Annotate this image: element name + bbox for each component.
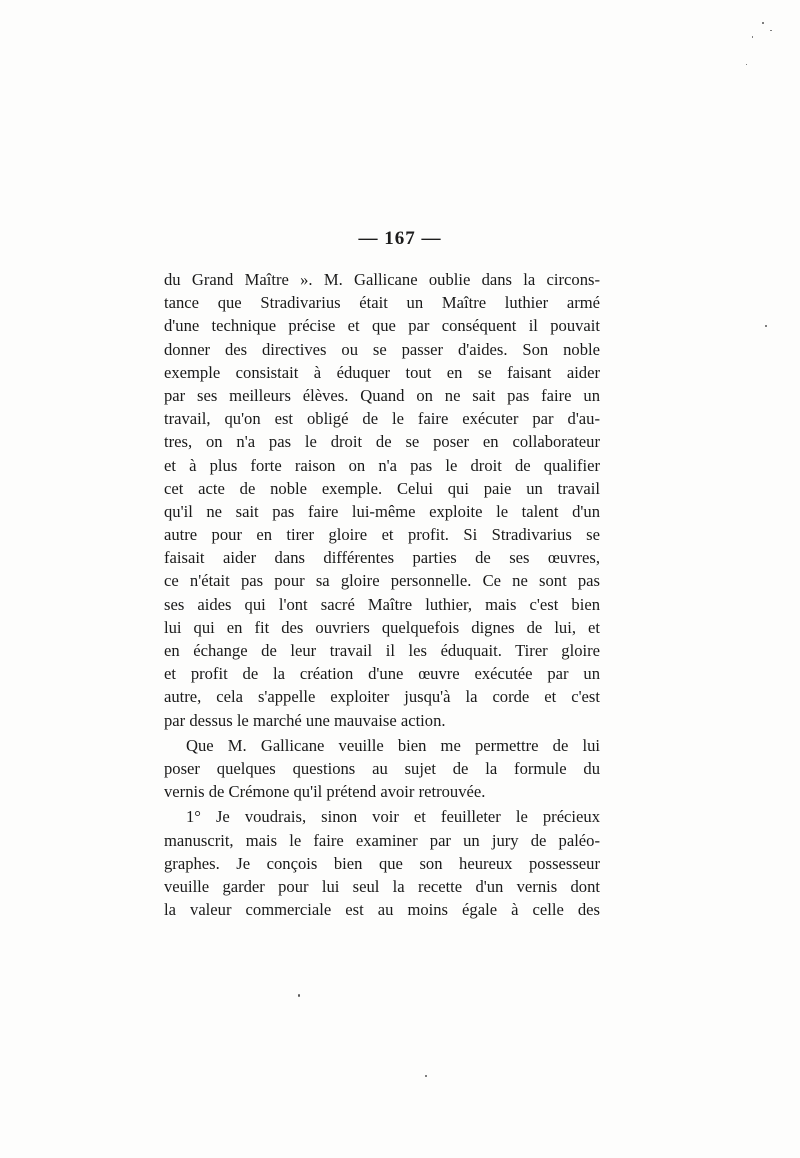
text-line: autre pour en tirer gloire et profit. Si Stradivarius se: [164, 525, 600, 545]
text-line: et profit de la création d'une œuvre exécutée par un: [164, 664, 600, 684]
text-line: d'une technique précise et que par conséquent il pouvait: [164, 316, 600, 336]
paragraph-1: [164, 268, 600, 732]
text-line: qu'il ne sait pas faire lui-même exploite le talent d'un: [164, 501, 600, 521]
text-line: graphes. Je conçois bien que son heureux possesseur: [164, 853, 600, 873]
text-line: la valeur commerciale est au moins égale à celle des: [164, 900, 600, 920]
paragraph-2: [164, 734, 600, 804]
text-line: par dessus le marché une mauvaise action.: [164, 710, 446, 730]
text-line: lui qui en fit des ouvriers quelquefois dignes de lui, et: [164, 617, 600, 637]
text-line: cet acte de noble exemple. Celui qui paie un travail: [164, 478, 600, 498]
text-line: tance que Stradivarius était un Maître luthier armé: [164, 293, 600, 313]
scan-speck: [770, 30, 772, 31]
text-line: poser quelques questions au sujet de la formule du: [164, 758, 600, 778]
scan-speck: [298, 994, 300, 997]
page-number: — 167 —: [358, 228, 442, 249]
scan-speck: [762, 22, 764, 24]
text-line: veuille garder pour lui seul la recette d'un vernis dont: [164, 876, 600, 896]
text-line: ses aides qui l'ont sacré Maître luthier, mais c'est bien: [164, 594, 600, 614]
text-line: vernis de Crémone qu'il prétend avoir retrouvée.: [164, 782, 486, 802]
paragraph-3: [164, 805, 600, 921]
scan-speck: [425, 1075, 427, 1077]
text-line: par ses meilleurs élèves. Quand on ne sait pas faire un: [164, 385, 600, 405]
text-line: en échange de leur travail il les éduquait. Tirer gloire: [164, 641, 600, 660]
text-line: faisait aider dans différentes parties de ses œuvres,: [164, 548, 600, 568]
text-line: du Grand Maître ». M. Gallicane oublie dans la circons-: [164, 270, 600, 289]
text-line: travail, qu'on est obligé de le faire exécuter par d'au-: [164, 409, 600, 429]
text-line: 1° Je voudrais, sinon voir et feuilleter le précieux: [186, 807, 600, 827]
text-line: ce n'était pas pour sa gloire personnelle. Ce ne sont pas: [164, 571, 600, 591]
text-line: tres, on n'a pas le droit de se poser en collaborateur: [164, 432, 600, 452]
scan-speck: [765, 325, 767, 327]
text-line: autre, cela s'appelle exploiter jusqu'à la corde et c'est: [164, 687, 600, 707]
text-line: et à plus forte raison on n'a pas le droit de qualifier: [164, 455, 600, 475]
text-line: manuscrit, mais le faire examiner par un jury de paléo-: [164, 830, 600, 850]
scan-speck: [752, 36, 753, 38]
text-line: Que M. Gallicane veuille bien me permettre de lui: [186, 735, 600, 755]
text-line: donner des directives ou se passer d'aides. Son noble: [164, 339, 600, 359]
text-line: exemple consistait à éduquer tout en se faisant aider: [164, 362, 600, 382]
body-text: [164, 268, 600, 921]
scan-speck: [746, 64, 747, 65]
